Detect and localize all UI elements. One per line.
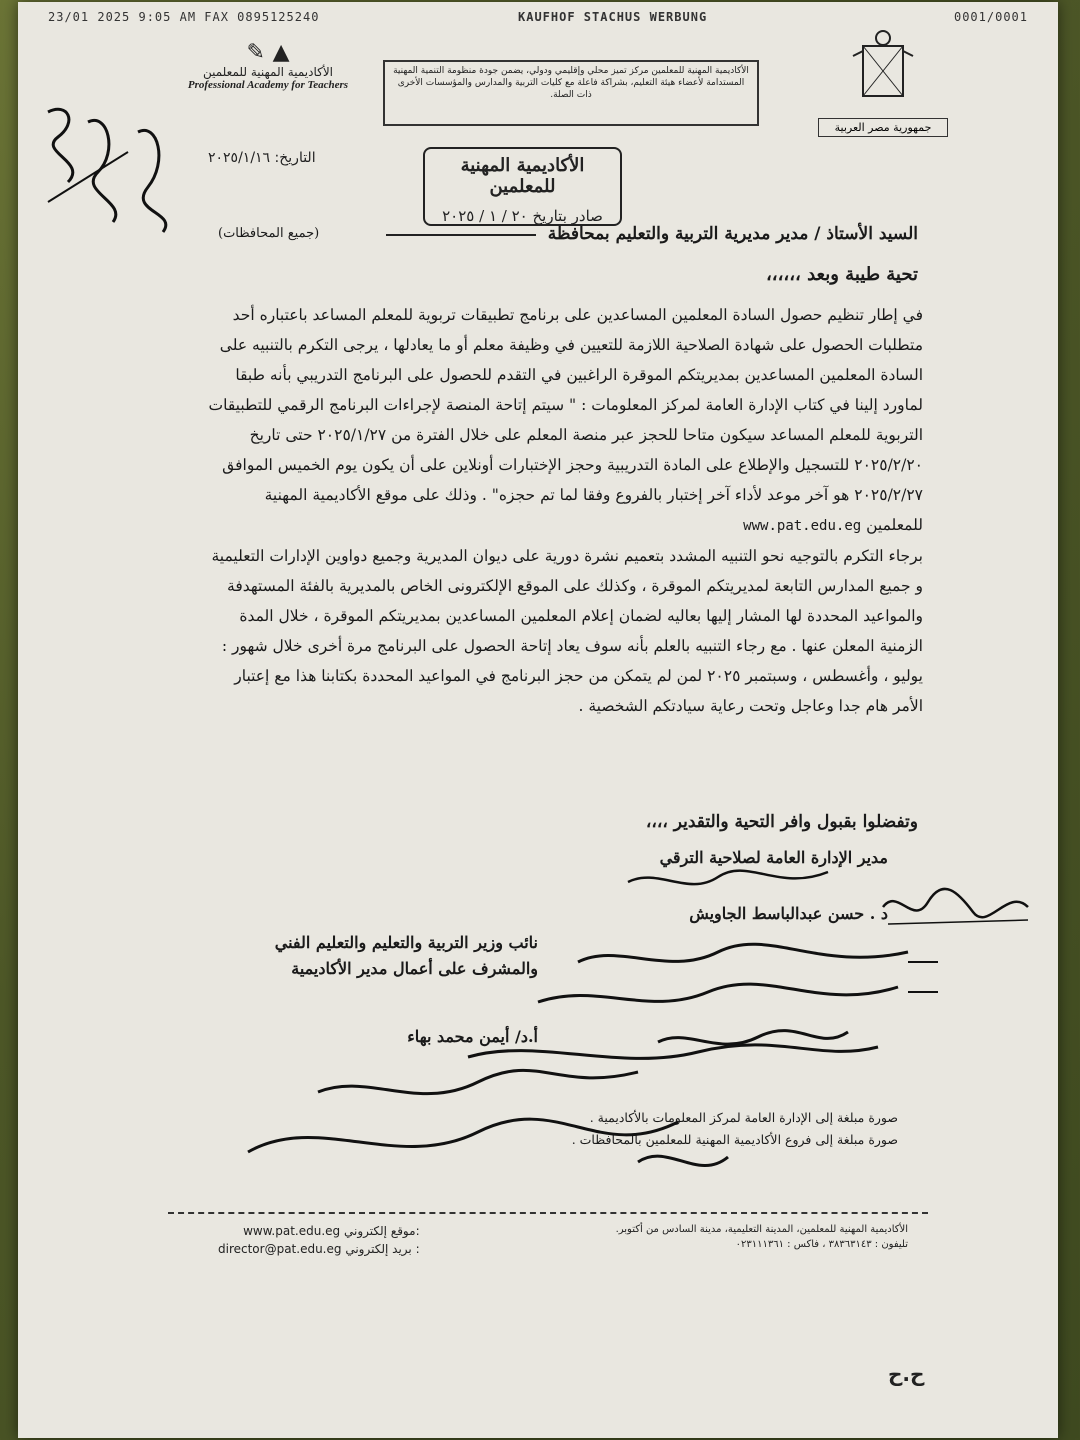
- all-governorates-label: (جميع المحافظات): [218, 226, 320, 241]
- mission-statement-box: الأكاديمية المهنية للمعلمين مركز تميز محلي وإقليمي ودولي، يضمن جودة منظومة التنمية المهنية المستدامة لأعضاء هيئة التعليم، بشراكة فاعلة مع كليات التربية والمدارس والمؤسسات الأخرى ذات الصلة.: [383, 60, 759, 126]
- deputy-title-1: نائب وزير التربية والتعليم والتعليم الفني: [274, 933, 538, 952]
- director-signature-space: [598, 872, 888, 900]
- fax-header-sender: KAUFHOF STACHUS WERBUNG: [518, 10, 708, 24]
- letter-body: [203, 300, 923, 721]
- handwritten-routing-notes: [518, 932, 968, 1106]
- fax-document-page: [18, 2, 1058, 1438]
- footer-contacts: [218, 1222, 420, 1258]
- copies-list: [498, 1107, 898, 1151]
- footer-website-label: موقع إلكتروني:: [344, 1224, 420, 1238]
- deputy-title-2: والمشرف على أعمال مدير الأكاديمية: [291, 959, 538, 978]
- greeting: تحية طيبة وبعد ،،،،،،: [765, 264, 918, 285]
- deputy-name: أ.د/ أيمن محمد بهاء: [407, 1027, 538, 1046]
- page-mark: ح.ح: [888, 1362, 925, 1386]
- director-signature-block: [598, 844, 888, 928]
- addressee-line: [218, 224, 918, 244]
- fax-header-left: 23/01 2025 9:05 AM FAX 0895125240: [48, 10, 320, 24]
- website-link[interactable]: www.pat.edu.eg: [743, 518, 862, 534]
- eagle-emblem-icon: [848, 26, 918, 106]
- academy-name-en: Professional Academy for Teachers: [187, 79, 349, 91]
- copy-item: صورة مبلغة إلى فروع الأكاديمية المهنية للمعلمين بالمحافظات .: [571, 1132, 898, 1147]
- country-label: جمهورية مصر العربية: [818, 118, 948, 137]
- fax-header-page: 0001/0001: [953, 10, 1028, 24]
- footer-phone: تليفون : ٣٨٣٦٣١٤٣ ، فاكس : ٠٢٣١١١٣٦١: [735, 1239, 908, 1250]
- closing-line: وتفضلوا بقبول وافر التحية والتقدير ،،،،: [645, 812, 918, 832]
- director-title: مدير الإدارة العامة لصلاحية الترقي: [659, 848, 888, 867]
- academy-logo-block: [178, 40, 358, 91]
- egypt-emblem-block: [818, 26, 948, 137]
- letter-date: التاريخ: ٢٠٢٥/١/١٦: [208, 150, 316, 166]
- footer-address-text: الأكاديمية المهنية للمعلمين، المدينة التعليمية، مدينة السادس من أكتوبر.: [615, 1224, 908, 1235]
- stamp-title: الأكاديمية المهنية للمعلمين: [460, 155, 585, 197]
- paragraph-1-text: في إطار تنظيم حصول السادة المعلمين المساعدين على برنامج تطبيقات تربوية للمعلم المساعد باعتباره أحد متطلبات الحصول على شهادة الصلاحية اللازمة للتعيين في وظيفة معلم أو ما يعادلها ، يرجى التكرم بالتنبيه على السادة المعلمين المساعدين بمديريتكم الموقرة الراغبين في التقدم للحصول على البرنامج التدريبي بأنه طبقا لماورد إلينا في كتاب الإدارة العامة لمركز المعلومات : " سيتم إتاحة المنصة لإجراءات البرنامج الرقمي للتطبيقات التربوية للمعلم المساعد سيكون متاحا للحجز عبر منصة المعلم على خلال الفترة من ٢٠٢٥/١/٢٧ حتى تاريخ ٢٠٢٥/٢/٢٠ للتسجيل والإطلاع على المادة التدريبية وحجز الإختبارات أونلاين على أن يكون يوم الخميس الموافق ٢٠٢٥/٢/٢٧ هو آخر موعد لأداء آخر إختبار بالفروع وفقا لما تم حجزه" . وذلك على موقع الأكاديمية المهنية للمعلمين: [208, 306, 923, 534]
- copy-item: صورة مبلغة إلى الإدارة العامة لمركز المعلومات بالأكاديمية .: [589, 1110, 898, 1125]
- blank-line: [386, 234, 536, 236]
- stamp-issued-date: صادر بتاريخ ٢٠ / ١ / ٢٠٢٥: [442, 207, 603, 225]
- footer-address: [588, 1222, 908, 1252]
- received-stamp: [423, 147, 622, 226]
- body-paragraph-1: [203, 300, 923, 541]
- footer-email[interactable]: director@pat.edu.eg: [218, 1242, 342, 1256]
- director-name: د . حسن عبدالباسط الجاويش: [689, 904, 888, 923]
- addressee-text: السيد الأستاذ / مدير مديرية التربية والتعليم بمحافظة: [547, 224, 918, 244]
- handwritten-note-left: [28, 92, 198, 246]
- footer-divider: [168, 1212, 928, 1218]
- deputy-signature-space: [218, 982, 538, 1024]
- academy-logo-icon: ✎ ▲: [246, 40, 290, 65]
- footer-website[interactable]: www.pat.edu.eg: [243, 1224, 341, 1238]
- handwritten-note-right: [878, 882, 1038, 936]
- footer-email-label: بريد إلكتروني :: [345, 1242, 420, 1256]
- body-paragraph-2: برجاء التكرم بالتوجيه نحو التنبيه المشدد بتعميم نشرة دورية على ديوان المديرية وجميع دواوين الإدارات التعليمية و جميع المدارس التابعة لمديريتكم الموقرة ، وكذلك على الموقع الإلكترونى الخاص بالمديرية بالفئة المستهدفة والمواعيد المحددة لها المشار إليها بعاليه لضمان إعلام المعلمين المساعدين بمديريتكم الموقرة ، خلال المدة الزمنية المعلن عنها . مع رجاء التنبيه بالعلم بأنه سوف يعاد إتاحة الحصول على البرنامج مرة أخرى خلال شهور : يوليو ، وأغسطس ، وسبتمبر ٢٠٢٥ لمن لم يتمكن من حجز البرنامج في المواعيد المحددة بكتابنا هذا مع إعتبار الأمر هام جدا وعاجل وتحت رعاية سيادتكم الشخصية .: [211, 547, 923, 715]
- deputy-signature-block: [218, 930, 538, 1050]
- academy-name-ar: الأكاديمية المهنية للمعلمين: [202, 65, 333, 79]
